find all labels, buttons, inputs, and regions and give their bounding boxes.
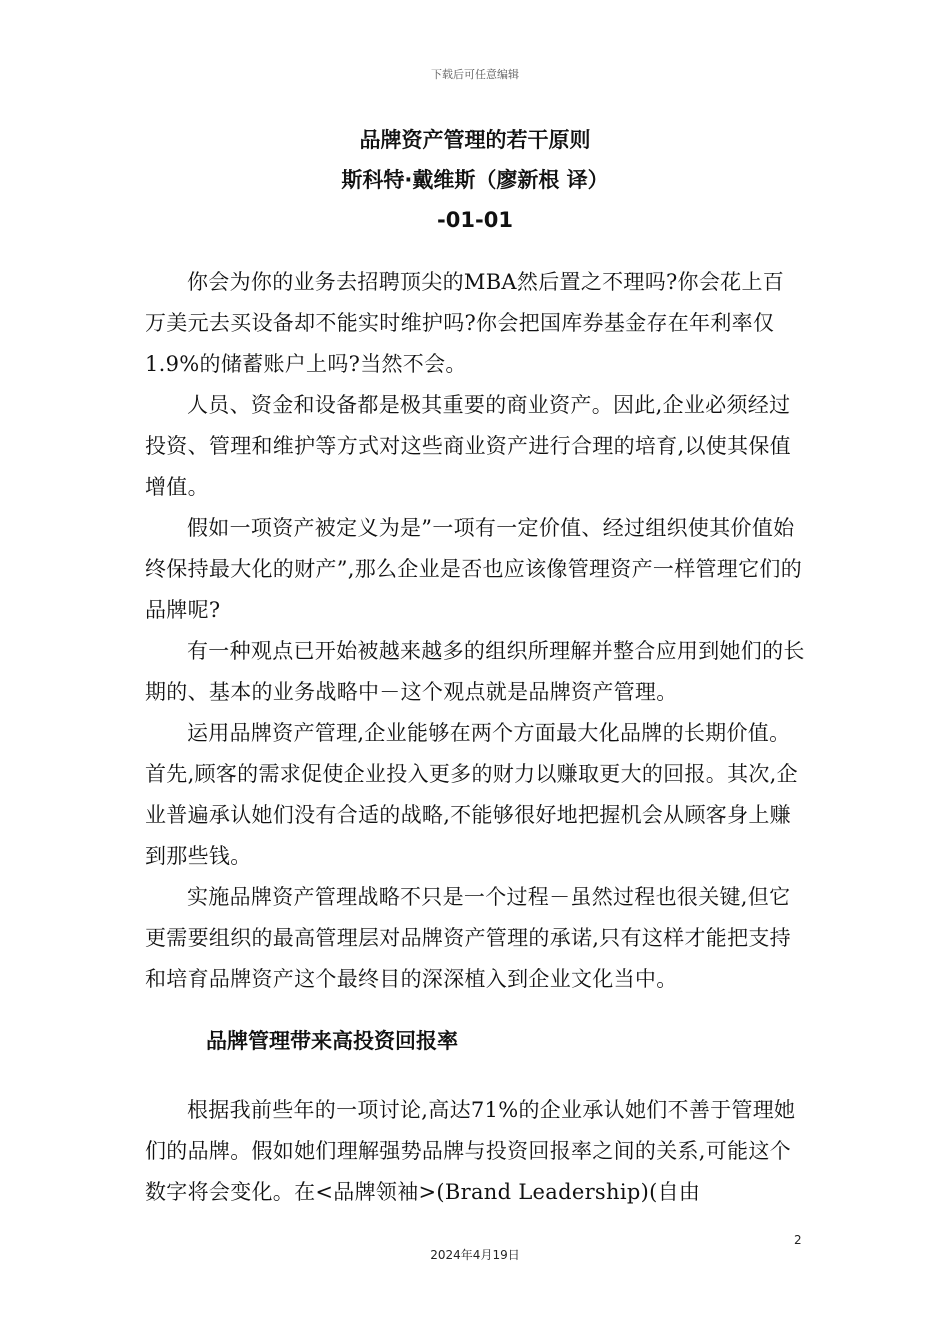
body-text: [145, 262, 805, 1000]
paragraph: 人员、资金和设备都是极其重要的商业资产。因此,企业必须经过投资、管理和维护等方式对这些商业资产进行合理的培育,以使其保值增值。: [145, 393, 791, 499]
title-block: [0, 120, 950, 240]
footer-date: 2024年4月19日: [430, 1248, 520, 1262]
paragraph: 根据我前些年的一项讨论,高达71%的企业承认她们不善于管理她们的品牌。假如她们理解强势品牌与投资回报率之间的关系,可能这个数字将会变化。在<品牌领袖>(Brand Leadership)(自由: [145, 1098, 796, 1204]
document-title: 品牌资产管理的若干原则: [359, 128, 591, 152]
section-heading: 品牌管理带来高投资回报率: [206, 1029, 458, 1053]
section-body: [145, 1090, 805, 1213]
paragraph: 有一种观点已开始被越来越多的组织所理解并整合应用到她们的长期的、基本的业务战略中－这个观点就是品牌资产管理。: [145, 639, 805, 704]
paragraph: 你会为你的业务去招聘顶尖的MBA然后置之不理吗?你会花上百万美元去买设备却不能实时维护吗?你会把国库券基金存在年利率仅1.9%的储蓄账户上吗?当然不会。: [145, 270, 785, 376]
header-note: 下载后可任意编辑: [431, 68, 519, 81]
paragraph: 假如一项资产被定义为是”一项有一定价值、经过组织使其价值始终保持最大化的财产”,那么企业是否也应该像管理资产一样管理它们的品牌呢?: [145, 516, 803, 622]
document-author: 斯科特·戴维斯（廖新根 译）: [341, 168, 609, 192]
page-number: 2: [794, 1233, 802, 1247]
paragraph: 运用品牌资产管理,企业能够在两个方面最大化品牌的长期价值。首先,顾客的需求促使企业投入更多的财力以赚取更大的回报。其次,企业普遍承认她们没有合适的战略,不能够很好地把握机会从顾客身上赚到那些钱。: [145, 721, 798, 868]
paragraph: 实施品牌资产管理战略不只是一个过程－虽然过程也很关键,但它更需要组织的最高管理层对品牌资产管理的承诺,只有这样才能把支持和培育品牌资产这个最终目的深深植入到企业文化当中。: [145, 885, 791, 991]
document-date: -01-01: [437, 208, 513, 232]
